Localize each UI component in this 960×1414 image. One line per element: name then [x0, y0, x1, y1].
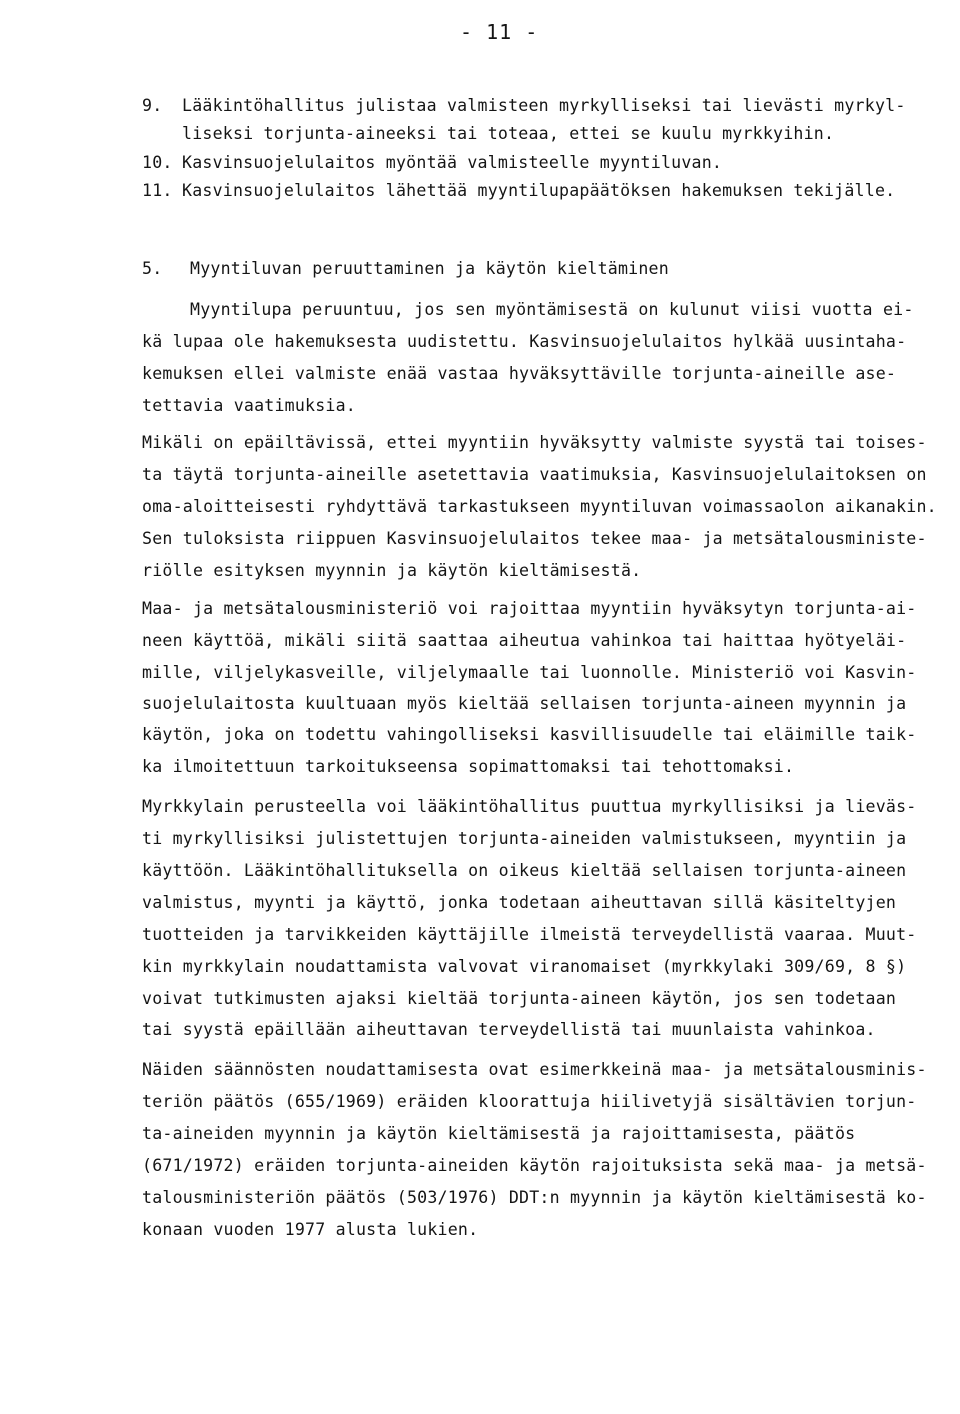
paragraph-line: Myyntilupa peruuntuu, jos sen myöntämisestä on kulunut viisi vuotta ei- — [190, 300, 914, 319]
section-number: 5. — [142, 259, 163, 278]
paragraph-line: tettavia vaatimuksia. — [142, 396, 356, 415]
paragraph-line: Näiden säännösten noudattamisesta ovat esimerkkeinä maa- ja metsätalousminis- — [142, 1060, 927, 1079]
paragraph-line: käytön, joka on todettu vahingolliseksi kasvillisuudelle tai eläimille taik- — [142, 725, 917, 744]
paragraph-line: riölle esityksen myynnin ja käytön kieltämisestä. — [142, 561, 642, 580]
list-item-line: Kasvinsuojelulaitos lähettää myyntilupapäätöksen hakemuksen tekijälle. — [182, 181, 896, 200]
paragraph-line: oma-aloitteisesti ryhdyttävä tarkastukseen myyntiluvan voimassaolon aikanakin. — [142, 497, 937, 516]
paragraph-line: talousministeriön päätös (503/1976) DDT:n myynnin ja käytön kieltämisestä ko- — [142, 1188, 927, 1207]
paragraph-line: teriön päätös (655/1969) eräiden kloorattuja hiilivetyjä sisältävien torjun- — [142, 1092, 917, 1111]
paragraph-line: kemuksen ellei valmiste enää vastaa hyväksyttäville torjunta-aineille ase- — [142, 364, 897, 383]
list-item-number: 9. — [142, 96, 163, 115]
paragraph-line: tai syystä epäillään aiheuttavan terveydellistä tai muunlaista vahinkoa. — [142, 1020, 876, 1039]
list-item-line: Lääkintöhallitus julistaa valmisteen myrkylliseksi tai lievästi myrkyl- — [182, 96, 906, 115]
paragraph-line: Maa- ja metsätalousministeriö voi rajoittaa myyntiin hyväksytyn torjunta-ai- — [142, 599, 917, 618]
paragraph-line: ta täytä torjunta-aineille asetettavia vaatimuksia, Kasvinsuojelulaitoksen on — [142, 465, 927, 484]
paragraph-line: Mikäli on epäiltävissä, ettei myyntiin hyväksytty valmiste syystä tai toises- — [142, 433, 927, 452]
list-item-line: Kasvinsuojelulaitos myöntää valmisteelle myyntiluvan. — [182, 153, 723, 172]
list-item-line: liseksi torjunta-aineeksi tai toteaa, ettei se kuulu myrkkyihin. — [182, 124, 835, 143]
paragraph-line: mille, viljelykasveille, viljelymaalle tai luonnolle. Ministeriö voi Kasvin- — [142, 663, 917, 682]
paragraph-line: kin myrkkylain noudattamista valvovat viranomaiset (myrkkylaki 309/69, 8 §) — [142, 957, 907, 976]
page-number: - 11 - — [460, 20, 539, 44]
list-item-number: 11. — [142, 181, 173, 200]
paragraph-line: käyttöön. Lääkintöhallituksella on oikeus kieltää sellaisen torjunta-aineen — [142, 861, 907, 880]
paragraph-line: voivat tutkimusten ajaksi kieltää torjunta-aineen käytön, jos sen todetaan — [142, 989, 897, 1008]
list-item-number: 10. — [142, 153, 173, 172]
section-title: Myyntiluvan peruuttaminen ja käytön kieltäminen — [190, 259, 669, 278]
paragraph-line: Myrkkylain perusteella voi lääkintöhallitus puuttua myrkyllisiksi ja lieväs- — [142, 797, 917, 816]
paragraph-line: ti myrkyllisiksi julistettujen torjunta-aineiden valmistukseen, myyntiin ja — [142, 829, 907, 848]
paragraph-line: valmistus, myynti ja käyttö, jonka todetaan aiheuttavan sillä käsiteltyjen — [142, 893, 897, 912]
paragraph-line: konaan vuoden 1977 alusta lukien. — [142, 1220, 479, 1239]
paragraph-line: tuotteiden ja tarvikkeiden käyttäjille ilmeistä terveydellistä vaaraa. Muut- — [142, 925, 917, 944]
paragraph-line: kä lupaa ole hakemuksesta uudistettu. Kasvinsuojelulaitos hylkää uusintaha- — [142, 332, 907, 351]
paragraph-line: neen käyttöä, mikäli siitä saattaa aiheutua vahinkoa tai haittaa hyötyeläi- — [142, 631, 907, 650]
paragraph-line: suojelulaitosta kuultuaan myös kieltää sellaisen torjunta-aineen myynnin ja — [142, 694, 907, 713]
paragraph-line: Sen tuloksista riippuen Kasvinsuojelulaitos tekee maa- ja metsätalousministe- — [142, 529, 927, 548]
paragraph-line: ta-aineiden myynnin ja käytön kieltämisestä ja rajoittamisesta, päätös — [142, 1124, 856, 1143]
paragraph-line: ka ilmoitettuun tarkoitukseensa sopimattomaksi tai tehottomaksi. — [142, 757, 795, 776]
paragraph-line: (671/1972) eräiden torjunta-aineiden käytön rajoituksista sekä maa- ja metsä- — [142, 1156, 927, 1175]
